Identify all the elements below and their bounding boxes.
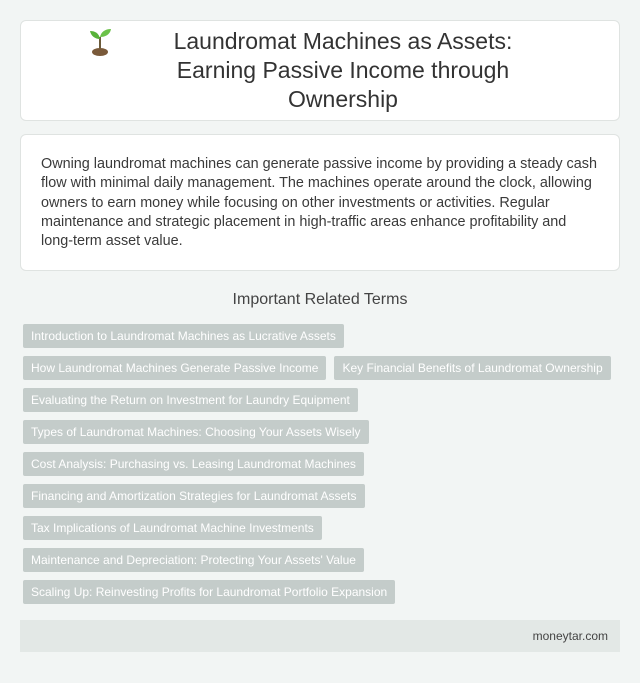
term-tag[interactable]: How Laundromat Machines Generate Passive Income <box>23 356 326 380</box>
related-terms-heading: Important Related Terms <box>232 291 408 308</box>
title-card <box>20 20 620 121</box>
sprout-icon <box>85 25 115 57</box>
summary-card <box>20 134 620 271</box>
summary-text: Owning laundromat machines can generate passive income by providing a steady cash flow with minimal daily management. The machines operate around the clock, allowing owners to earn money while focusing on other investments or activities. Regular maintenance and strategic placement in high-traffic areas enhance profitability and long-term asset value. <box>41 156 597 250</box>
tag-row <box>23 388 623 412</box>
term-tag[interactable]: Cost Analysis: Purchasing vs. Leasing Laundromat Machines <box>23 452 364 476</box>
term-tag[interactable]: Tax Implications of Laundromat Machine Investments <box>23 516 322 540</box>
tag-row <box>23 356 623 380</box>
footer <box>20 620 620 652</box>
term-tag[interactable]: Introduction to Laundromat Machines as Lucrative Assets <box>23 324 344 348</box>
title-row <box>85 27 555 114</box>
footer-site-link[interactable]: moneytar.com <box>532 629 608 643</box>
related-terms-list <box>23 324 623 612</box>
tag-row <box>23 420 623 444</box>
term-tag[interactable]: Scaling Up: Reinvesting Profits for Laundromat Portfolio Expansion <box>23 580 395 604</box>
tag-row <box>23 484 623 508</box>
term-tag[interactable]: Types of Laundromat Machines: Choosing Your Assets Wisely <box>23 420 369 444</box>
tag-row <box>23 516 623 540</box>
tag-row <box>23 580 623 604</box>
term-tag[interactable]: Maintenance and Depreciation: Protecting Your Assets' Value <box>23 548 364 572</box>
term-tag[interactable]: Key Financial Benefits of Laundromat Ownership <box>334 356 610 380</box>
term-tag[interactable]: Financing and Amortization Strategies for Laundromat Assets <box>23 484 365 508</box>
term-tag[interactable]: Evaluating the Return on Investment for Laundry Equipment <box>23 388 358 412</box>
tag-row <box>23 324 623 348</box>
page-title: Laundromat Machines as Assets: Earning Passive Income through Ownership <box>173 28 513 112</box>
tag-row <box>23 452 623 476</box>
tag-row <box>23 548 623 572</box>
